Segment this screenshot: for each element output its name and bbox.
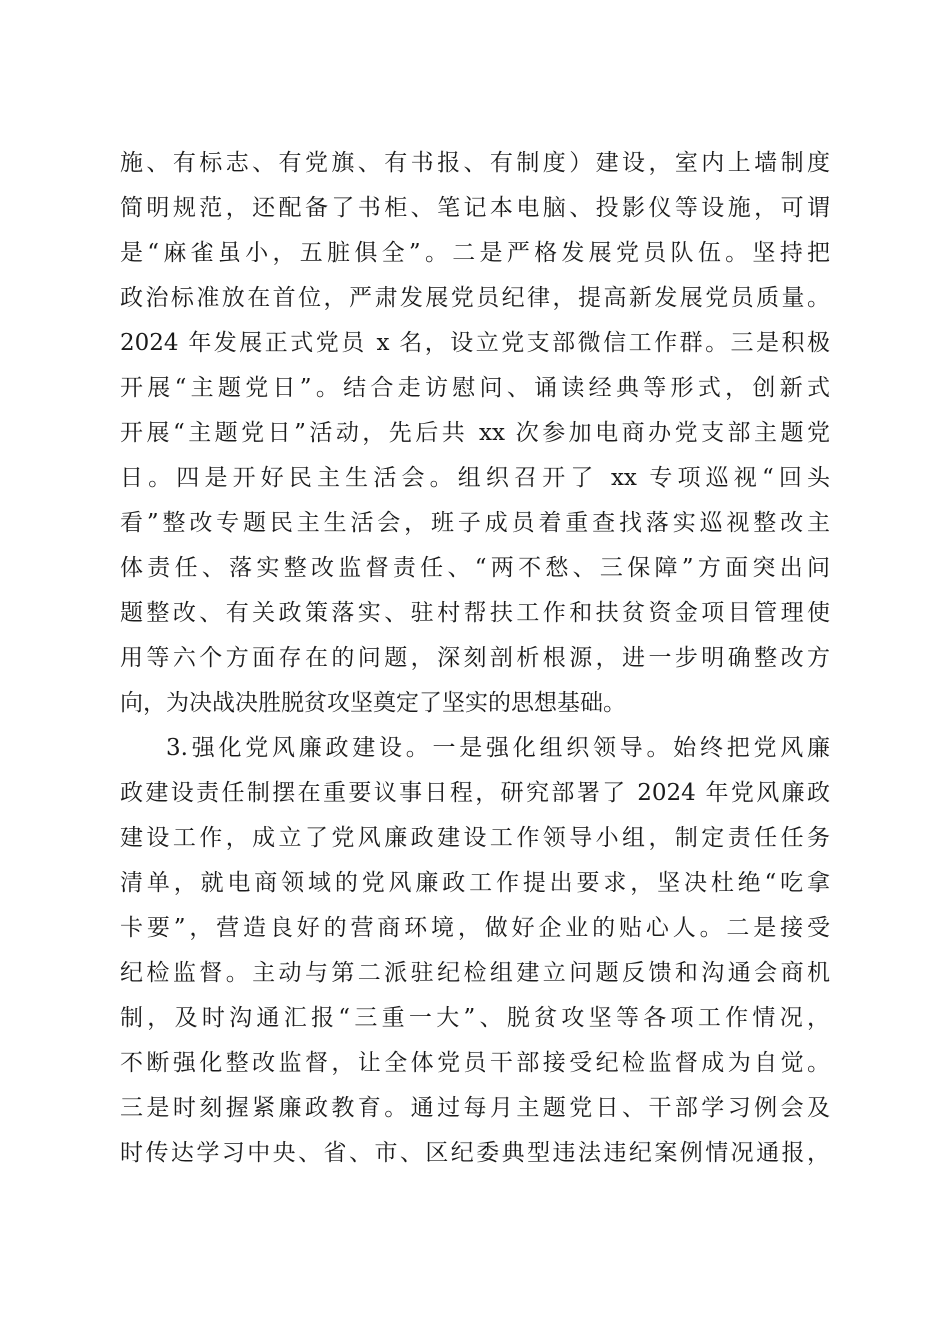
text-line: 开展“主题党日”活动，先后共 xx 次参加电商办党支部主题党 [120,420,830,446]
text-line: 清单，就电商领域的党风廉政工作提出要求，坚决杜绝“吃拿 [120,870,830,896]
text-line: 看”整改专题民主生活会，班子成员着重查找落实巡视整改主 [120,510,830,536]
text-line: 2024 年发展正式党员 x 名，设立党支部微信工作群。三是积极 [120,330,830,356]
text-line: 体责任、落实整改监督责任、“两不愁、三保障”方面突出问 [120,555,830,581]
text-line: 政治标准放在首位，严肃发展党员纪律，提高新发展党员质量。 [120,285,830,311]
text-line: 卡要”，营造良好的营商环境，做好企业的贴心人。二是接受 [120,915,830,941]
text-line: 建设工作，成立了党风廉政建设工作领导小组，制定责任任务 [120,825,830,851]
text-line: 时传达学习中央、省、市、区纪委典型违法违纪案例情况通报， [120,1140,830,1166]
paragraph-2 [120,726,830,1176]
text-line: 3.强化党风廉政建设。一是强化组织领导。始终把党风廉 [166,735,830,761]
text-line: 开展“主题党日”。结合走访慰问、诵读经典等形式，创新式 [120,375,830,401]
text-line: 用等六个方面存在的问题，深刻剖析根源，进一步明确整改方 [120,645,830,671]
text-line: 纪检监督。主动与第二派驻纪检组建立问题反馈和沟通会商机 [120,960,830,986]
text-line: 是“麻雀虽小，五脏俱全”。二是严格发展党员队伍。坚持把 [120,240,830,266]
text-line: 制，及时沟通汇报“三重一大”、脱贫攻坚等各项工作情况， [120,1005,830,1031]
text-line: 日。四是开好民主生活会。组织召开了 xx 专项巡视“回头 [120,465,830,491]
body-text [120,141,830,1176]
text-line: 不断强化整改监督，让全体党员干部接受纪检监督成为自觉。 [120,1050,830,1076]
paragraph-1 [120,141,830,726]
text-line: 三是时刻握紧廉政教育。通过每月主题党日、干部学习例会及 [120,1095,830,1121]
text-line: 题整改、有关政策落实、驻村帮扶工作和扶贫资金项目管理使 [120,600,830,626]
text-line: 向，为决战决胜脱贫攻坚奠定了坚实的思想基础。 [120,690,626,716]
text-line: 政建设责任制摆在重要议事日程，研究部署了 2024 年党风廉政 [120,780,830,806]
text-line: 简明规范，还配备了书柜、笔记本电脑、投影仪等设施，可谓 [120,195,830,221]
text-line: 施、有标志、有党旗、有书报、有制度）建设，室内上墙制度 [120,150,830,176]
